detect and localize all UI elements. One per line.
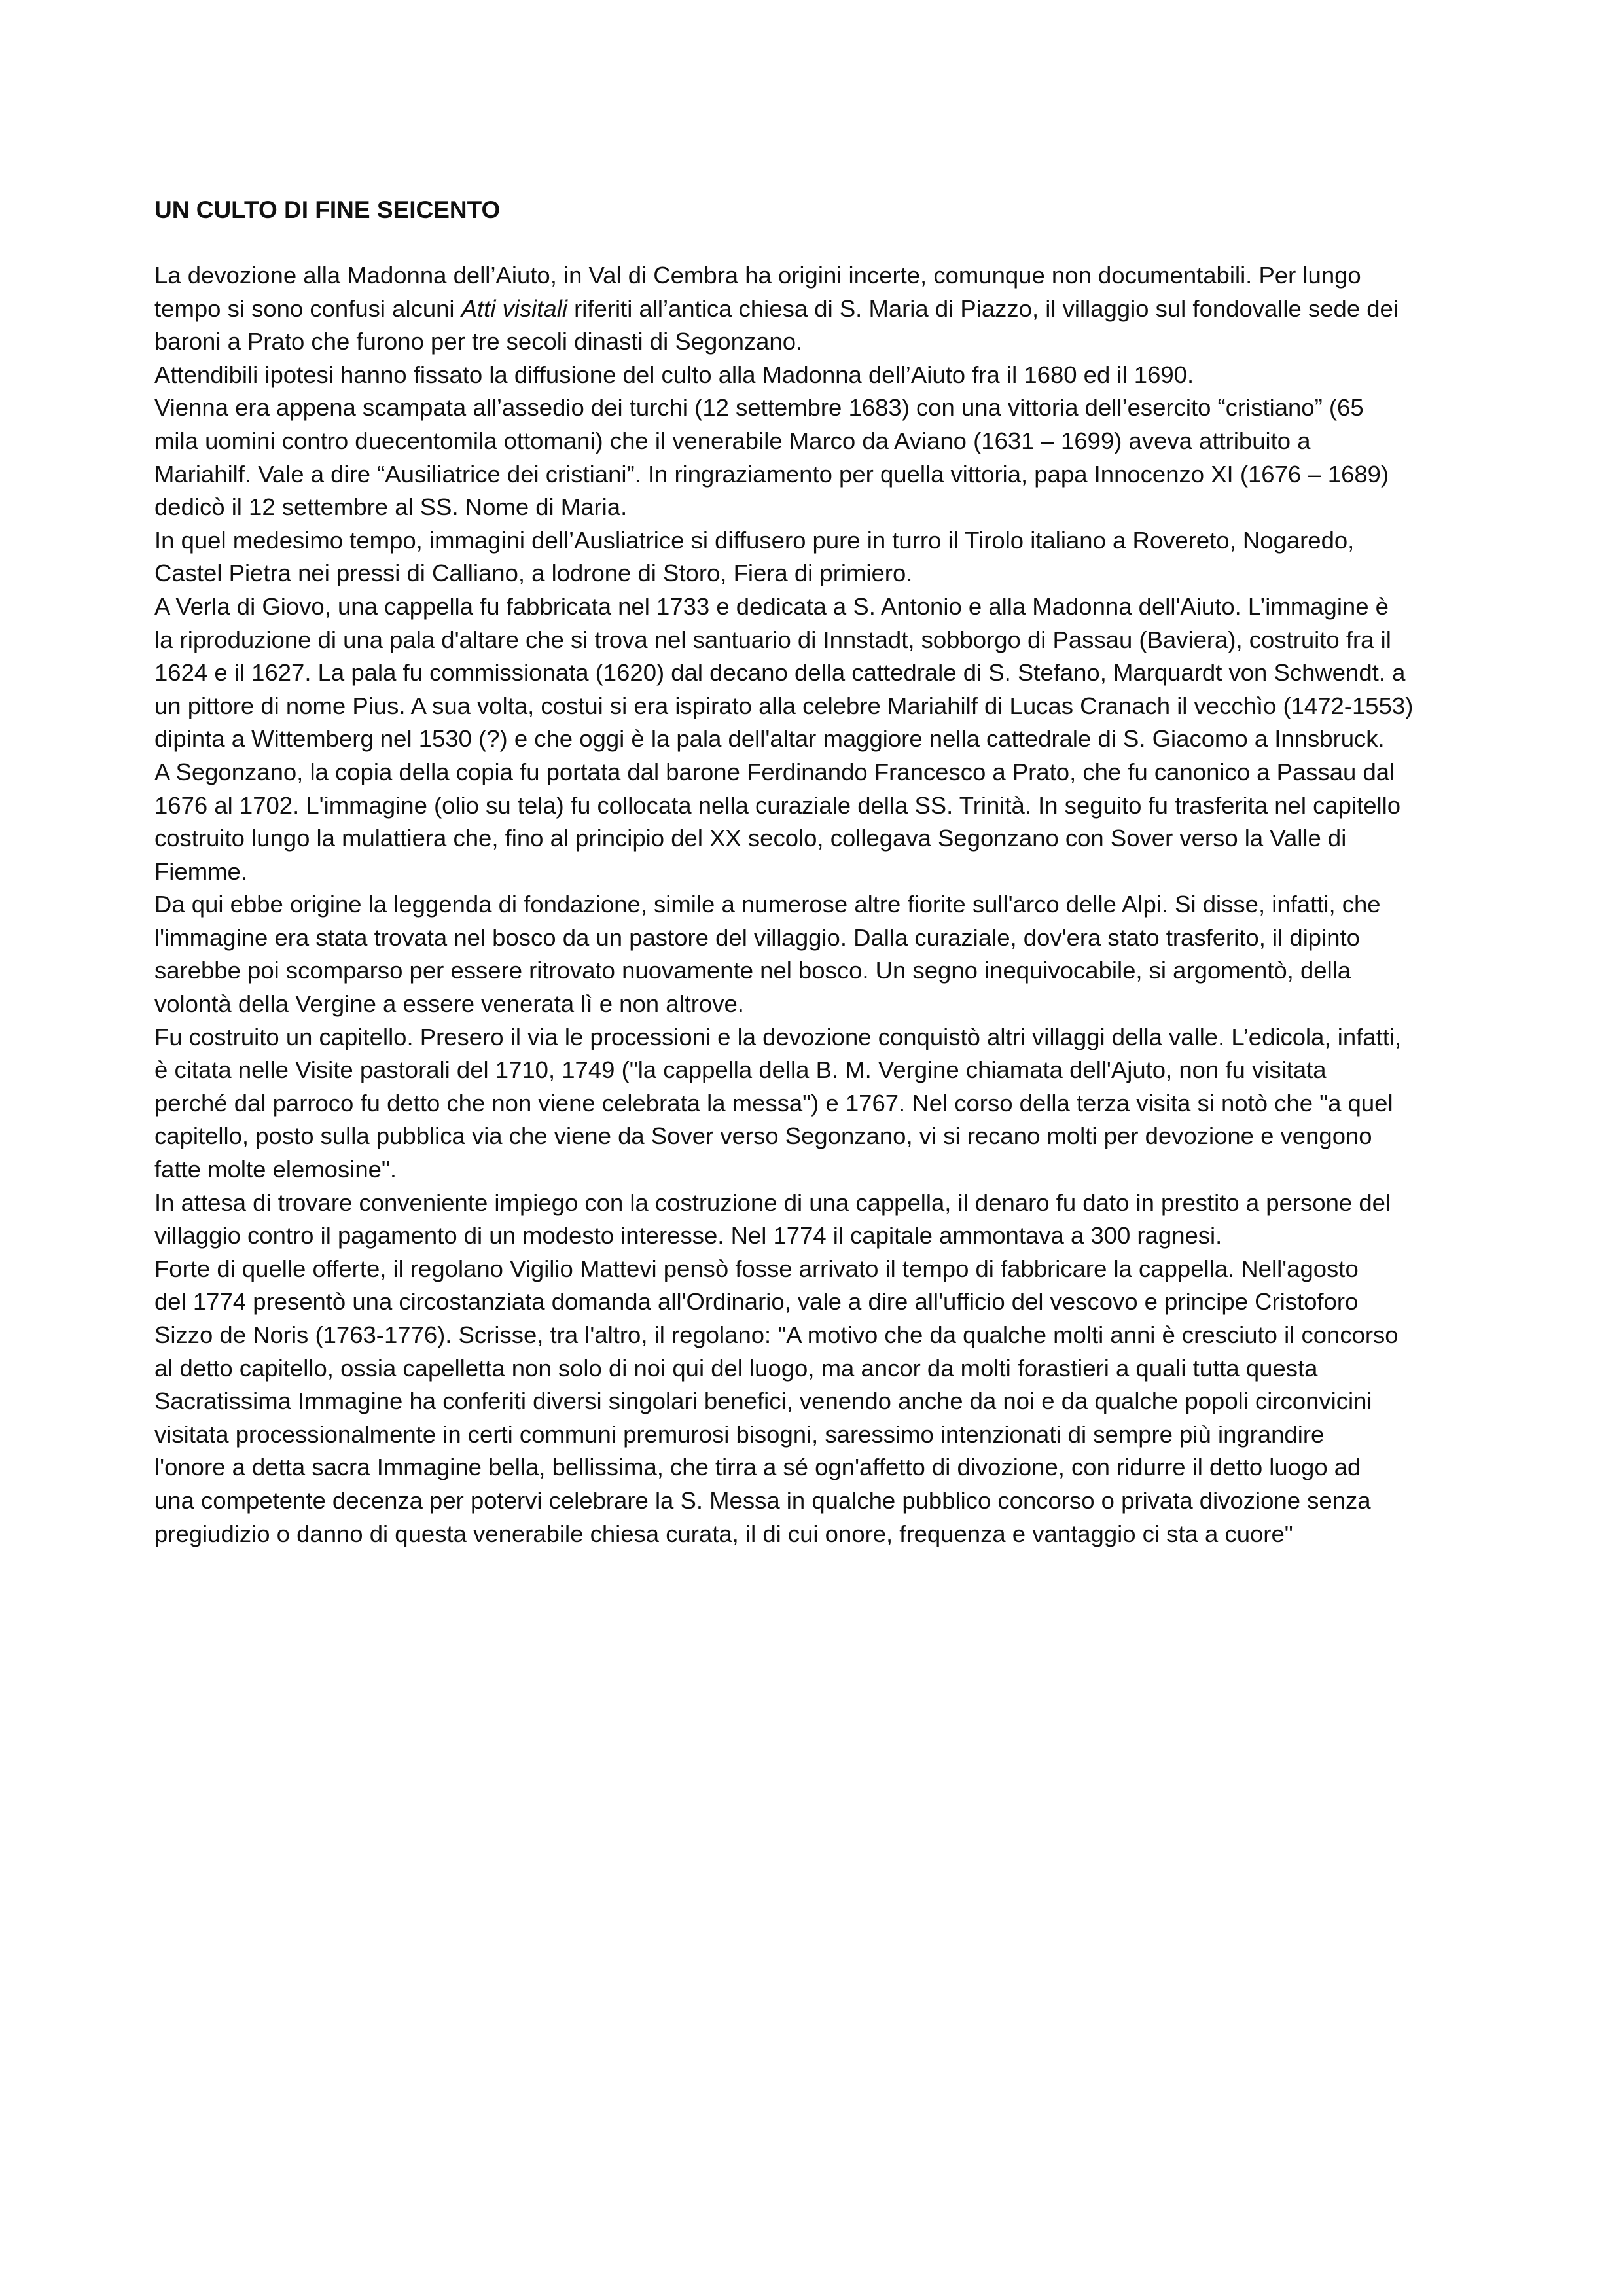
text-line: una competente decenza per potervi celebrare la S. Messa in qualche pubblico concorso o privata divozione senza	[154, 1486, 1371, 1514]
document-title: UN CULTO DI FINE SEICENTO	[154, 196, 501, 223]
text-line: A Verla di Giovo, una cappella fu fabbricata nel 1733 e dedicata a S. Antonio e alla Madonna dell'Aiuto. L’immagine è	[154, 592, 1389, 620]
text-line: A Segonzano, la copia della copia fu portata dal barone Ferdinando Francesco a Prato, che fu canonico a Passau dal	[154, 758, 1395, 785]
text-line: Mariahilf. Vale a dire “Ausiliatrice dei cristiani”. In ringraziamento per quella vittoria, papa Innocenzo XI (1676 – 1689)	[154, 460, 1389, 488]
text-line: Sizzo de Noris (1763-1776). Scrisse, tra l'altro, il regolano: "A motivo che da qualche molti anni è cresciuto il concorso	[154, 1321, 1399, 1348]
text-line: Fu costruito un capitello. Presero il via le processioni e la devozione conquistò altri villaggi della valle. L’edicola, infatti,	[154, 1023, 1402, 1050]
text-line: In quel medesimo tempo, immagini dell’Ausliatrice si diffusero pure in turro il Tirolo italiano a Rovereto, Nogaredo,	[154, 526, 1355, 554]
text-line: La devozione alla Madonna dell’Aiuto, in Val di Cembra ha origini incerte, comunque non documentabili. Per lungo	[154, 262, 1361, 289]
text-line: visitata processionalmente in certi communi premurosi bisogni, saressimo intenzionati di sempre più ingrandire	[154, 1420, 1325, 1448]
text-line: 1624 e il 1627. La pala fu commissionata (1620) dal decano della cattedrale di S. Stefano, Marquardt von Schwendt. a	[154, 659, 1406, 687]
text-line: In attesa di trovare conveniente impiego con la costruzione di una cappella, il denaro fu dato in prestito a persone del	[154, 1189, 1391, 1216]
text-line: è citata nelle Visite pastorali del 1710, 1749 ("la cappella della B. M. Vergine chiamata dell'Ajuto, non fu visitata	[154, 1056, 1327, 1084]
text-line: fatte molte elemosine".	[154, 1156, 397, 1183]
text-line: mila uomini contro duecentomila ottomani) che il venerabile Marco da Aviano (1631 – 1699) aveva attribuito a	[154, 427, 1311, 454]
text-line: Forte di quelle offerte, il regolano Vigilio Mattevi pensò fosse arrivato il tempo di fabbricare la cappella. Nell'agosto	[154, 1255, 1359, 1282]
text-line: la riproduzione di una pala d'altare che si trova nel santuario di Innstadt, sobborgo di Passau (Baviera), costruito fra il	[154, 626, 1391, 653]
text-line: 1676 al 1702. L'immagine (olio su tela) fu collocata nella curaziale della SS. Trinità. In seguito fu trasferita nel capitello	[154, 791, 1401, 819]
text-line: volontà della Vergine a essere venerata lì e non altrove.	[154, 990, 744, 1018]
text-line: capitello, posto sulla pubblica via che viene da Sover verso Segonzano, vi si recano molti per devozione e vengono	[154, 1122, 1372, 1150]
text-line: tempo si sono confusi alcuni Atti visitali riferiti all’antica chiesa di S. Maria di Piazzo, il villaggio sul fondovalle sede dei	[154, 295, 1399, 322]
text-line: villaggio contro il pagamento di un modesto interesse. Nel 1774 il capitale ammontava a 300 ragnesi.	[154, 1222, 1222, 1249]
text-line: l'immagine era stata trovata nel bosco da un pastore del villaggio. Dalla curaziale, dov'era stato trasferito, il dipinto	[154, 924, 1360, 951]
text-line: dedicò il 12 settembre al SS. Nome di Maria.	[154, 493, 628, 521]
text-line: l'onore a detta sacra Immagine bella, bellissima, che tirra a sé ogn'affetto di divozione, con ridurre il detto luogo ad	[154, 1454, 1361, 1481]
text-line: Vienna era appena scampata all’assedio dei turchi (12 settembre 1683) con una vittoria dell’esercito “cristiano” (65	[154, 394, 1364, 422]
text-line: Castel Pietra nei pressi di Calliano, a lodrone di Storo, Fiera di primiero.	[154, 560, 913, 587]
document-page	[154, 194, 1474, 1551]
document-body	[154, 259, 1474, 1551]
text-line: pregiudizio o danno di questa venerabile chiesa curata, il di cui onore, frequenza e vantaggio ci sta a cuore"	[154, 1520, 1293, 1547]
text-line: Sacratissima Immagine ha conferiti diversi singolari benefici, venendo anche da noi e da qualche popoli circonvicini	[154, 1388, 1372, 1415]
text-line: Attendibili ipotesi hanno fissato la diffusione del culto alla Madonna dell’Aiuto fra il 1680 ed il 1690.	[154, 361, 1194, 388]
text-line: Fiemme.	[154, 857, 247, 885]
text-line: del 1774 presentò una circostanziata domanda all'Ordinario, vale a dire all'ufficio del vescovo e principe Cristoforo	[154, 1288, 1359, 1316]
text-line: sarebbe poi scomparso per essere ritrovato nuovamente nel bosco. Un segno inequivocabile, si argomentò, della	[154, 957, 1351, 984]
text-line: Da qui ebbe origine la leggenda di fondazione, simile a numerose altre fiorite sull'arco delle Alpi. Si disse, infatti, che	[154, 891, 1381, 918]
text-line: perché dal parroco fu detto che non viene celebrata la messa") e 1767. Nel corso della terza visita si notò che "a quel	[154, 1089, 1393, 1117]
text-line: dipinta a Wittemberg nel 1530 (?) e che oggi è la pala dell'altar maggiore nella cattedrale di S. Giacomo a Innsbruck.	[154, 725, 1385, 753]
text-line: costruito lungo la mulattiera che, fino al principio del XX secolo, collegava Segonzano con Sover verso la Valle di	[154, 825, 1347, 852]
text-line: baroni a Prato che furono per tre secoli dinasti di Segonzano.	[154, 328, 803, 355]
text-line: al detto capitello, ossia capelletta non solo di noi qui del luogo, ma ancor da molti forastieri a quali tutta questa	[154, 1354, 1318, 1382]
text-line: un pittore di nome Pius. A sua volta, costui si era ispirato alla celebre Mariahilf di Lucas Cranach il vecchìo (1472-1553)	[154, 692, 1414, 719]
